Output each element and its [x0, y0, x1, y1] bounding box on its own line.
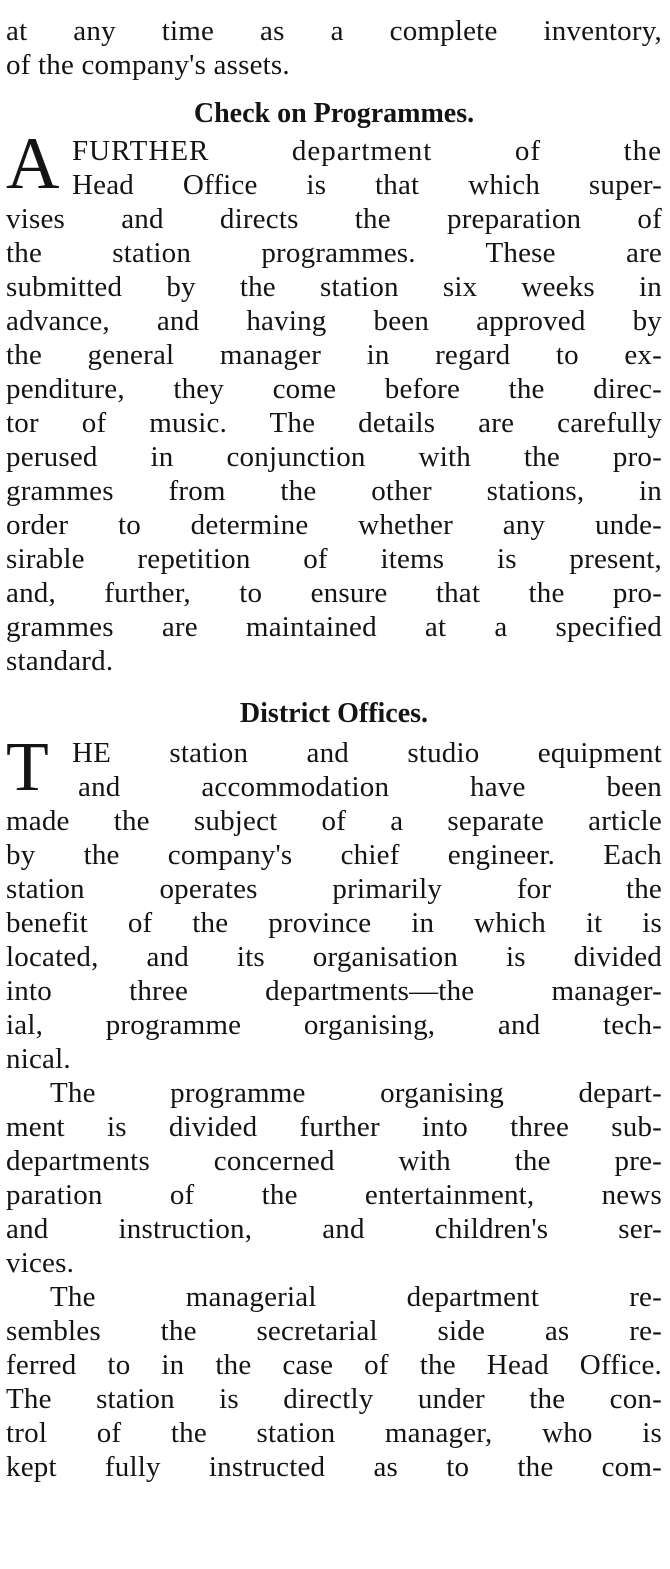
text-line: order to determine whether any unde- — [6, 509, 662, 541]
text-line: departments concerned with the pre- — [6, 1145, 662, 1177]
text-line: FURTHER department of the — [72, 135, 662, 167]
text-line: Head Office is that which super- — [72, 169, 662, 201]
text-line: The programme organising depart- — [50, 1077, 662, 1109]
text-line: HE station and studio equipment — [72, 737, 662, 769]
text-line: trol of the station manager, who is — [6, 1417, 662, 1449]
text-line: ferred to in the case of the Head Office. — [6, 1349, 662, 1381]
text-line: kept fully instructed as to the com- — [6, 1451, 662, 1483]
text-line: paration of the entertainment, news — [6, 1179, 662, 1211]
text-line: vices. — [6, 1247, 75, 1279]
text-line: the general manager in regard to ex- — [6, 339, 662, 371]
section2-paragraph-2 — [6, 1076, 662, 1280]
text-line: sirable repetition of items is present, — [6, 543, 662, 575]
text-line: ial, programme organising, and tech- — [6, 1009, 662, 1041]
text-line: benefit of the province in which it is — [6, 907, 662, 939]
section2-paragraph-1 — [6, 729, 662, 1076]
text-line: The station is directly under the con- — [6, 1383, 662, 1415]
text-line: of the company's assets. — [6, 49, 290, 81]
text-line: into three departments—the manager- — [6, 975, 662, 1007]
text-line: and accommodation have been — [78, 771, 662, 803]
text-line: the station programmes. These are — [6, 237, 662, 269]
section2-paragraph-3 — [6, 1280, 662, 1484]
text-line: grammes from the other stations, in — [6, 475, 662, 507]
text-line: The managerial department re- — [50, 1281, 662, 1313]
text-line: submitted by the station six weeks in — [6, 271, 662, 303]
opening-paragraph — [6, 14, 662, 82]
text-line: nical. — [6, 1043, 71, 1075]
text-line: located, and its organisation is divided — [6, 941, 662, 973]
text-line: advance, and having been approved by — [6, 305, 662, 337]
section1-paragraph — [6, 123, 662, 678]
drop-cap: T — [6, 729, 49, 806]
text-line: by the company's chief engineer. Each — [6, 839, 662, 871]
text-line: ment is divided further into three sub- — [6, 1111, 662, 1143]
text-line: grammes are maintained at a specified — [6, 611, 662, 643]
section-heading-check-on-programmes: Check on Programmes. — [193, 98, 475, 129]
text-line: tor of music. The details are carefully — [6, 407, 662, 439]
drop-cap: A — [6, 123, 60, 205]
text-line: perused in conjunction with the pro- — [6, 441, 662, 473]
section-heading-district-offices: District Offices. — [239, 698, 429, 729]
text-line: penditure, they come before the direc- — [6, 373, 662, 405]
text-line: vises and directs the preparation of — [6, 203, 662, 235]
text-line: station operates primarily for the — [6, 873, 662, 905]
text-line: at any time as a complete inventory, — [6, 15, 662, 47]
text-line: and instruction, and children's ser- — [6, 1213, 662, 1245]
text-line: and, further, to ensure that the pro- — [6, 577, 662, 609]
text-line: sembles the secretarial side as re- — [6, 1315, 662, 1347]
text-line: made the subject of a separate article — [6, 805, 662, 837]
text-line: standard. — [6, 645, 114, 677]
